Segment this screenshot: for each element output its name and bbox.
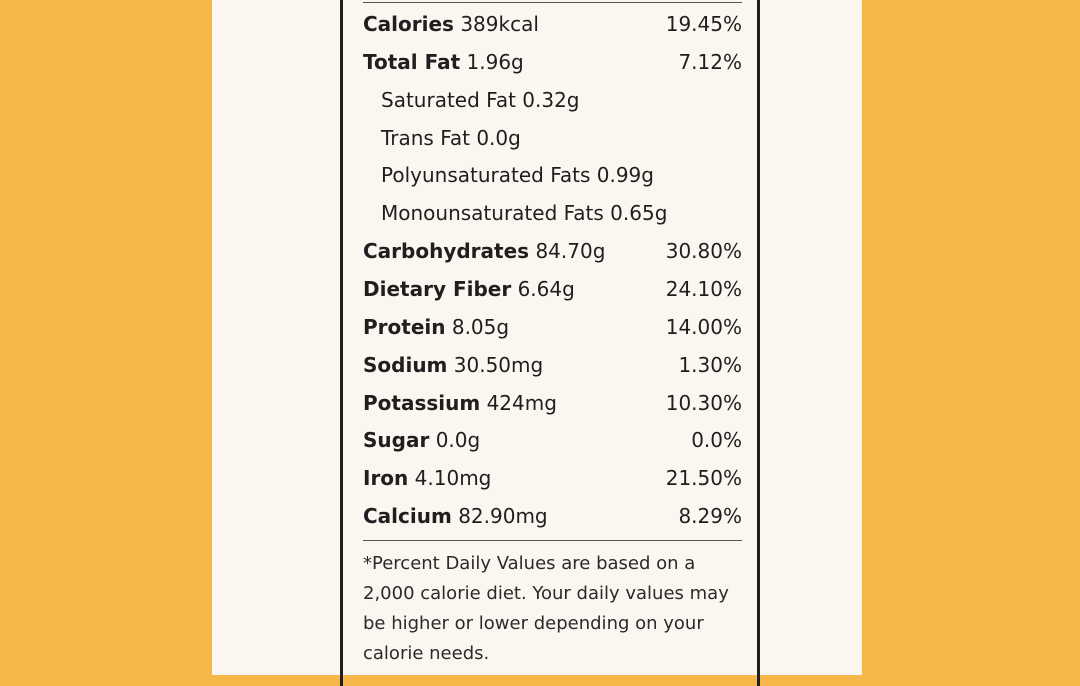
sub-nutrient-label: Monounsaturated Fats 0.65g <box>381 201 668 226</box>
nutrient-name: Carbohydrates <box>363 239 530 264</box>
nutrient-amount: 424mg <box>486 390 557 415</box>
daily-value-percent: 1.30% <box>678 352 742 377</box>
daily-value-percent: 19.45% <box>665 12 742 36</box>
nutrient-row <box>381 85 742 115</box>
nutrient-amount: 30.50mg <box>453 352 544 377</box>
nutrient-name: Iron <box>363 466 409 491</box>
nutrient-name: Total Fat <box>363 49 461 74</box>
nutrient-name: Dietary Fiber <box>363 276 512 301</box>
nutrient-name: Potassium <box>363 390 481 415</box>
nutrient-row <box>363 350 742 380</box>
top-divider <box>363 2 742 3</box>
nutrient-amount: 0.0g <box>435 428 481 453</box>
nutrient-name: Protein <box>363 314 446 339</box>
nutrient-amount: 4.10mg <box>414 466 492 491</box>
daily-value-percent: 21.50% <box>665 466 742 491</box>
nutrient-row <box>363 236 742 266</box>
nutrient-amount: 1.96g <box>466 49 524 74</box>
daily-value-percent: 14.00% <box>665 314 742 339</box>
daily-value-percent: 0.0% <box>691 428 742 453</box>
nutrient-amount: 82.90mg <box>458 504 548 529</box>
sub-nutrient-label: Trans Fat 0.0g <box>381 125 521 150</box>
nutrient-row <box>381 160 742 190</box>
sub-nutrient-label: Polyunsaturated Fats 0.99g <box>381 163 654 188</box>
nutrient-row <box>363 47 742 77</box>
daily-value-percent: 10.30% <box>665 390 742 415</box>
footnote-divider <box>363 540 742 541</box>
nutrient-amount: 389kcal <box>460 12 539 36</box>
daily-value-percent: 8.29% <box>678 504 742 529</box>
nutrient-name: Calcium <box>363 504 452 529</box>
nutrient-row <box>363 463 742 493</box>
nutrient-row <box>363 312 742 342</box>
nutrient-row <box>363 425 742 455</box>
nutrient-row <box>363 274 742 304</box>
nutrient-name: Sodium <box>363 352 448 377</box>
daily-value-percent: 7.12% <box>678 49 742 74</box>
nutrient-name: Calories <box>363 12 454 36</box>
nutrient-amount: 6.64g <box>517 276 575 301</box>
nutrient-row <box>363 388 742 418</box>
nutrient-row <box>381 198 742 228</box>
sub-nutrient-label: Saturated Fat 0.32g <box>381 87 580 112</box>
daily-value-percent: 24.10% <box>665 276 742 301</box>
nutrient-name: Sugar <box>363 428 430 453</box>
nutrient-amount: 8.05g <box>451 314 510 339</box>
daily-value-footnote: *Percent Daily Values are based on a 2,000 calorie diet. Your daily values may be higher or lower depending on your calorie needs. <box>363 553 729 664</box>
nutrient-row <box>363 501 742 531</box>
daily-value-percent: 30.80% <box>665 239 742 264</box>
nutrient-amount: 84.70g <box>535 239 606 264</box>
nutrient-row <box>363 9 742 39</box>
nutrient-row <box>381 123 742 153</box>
